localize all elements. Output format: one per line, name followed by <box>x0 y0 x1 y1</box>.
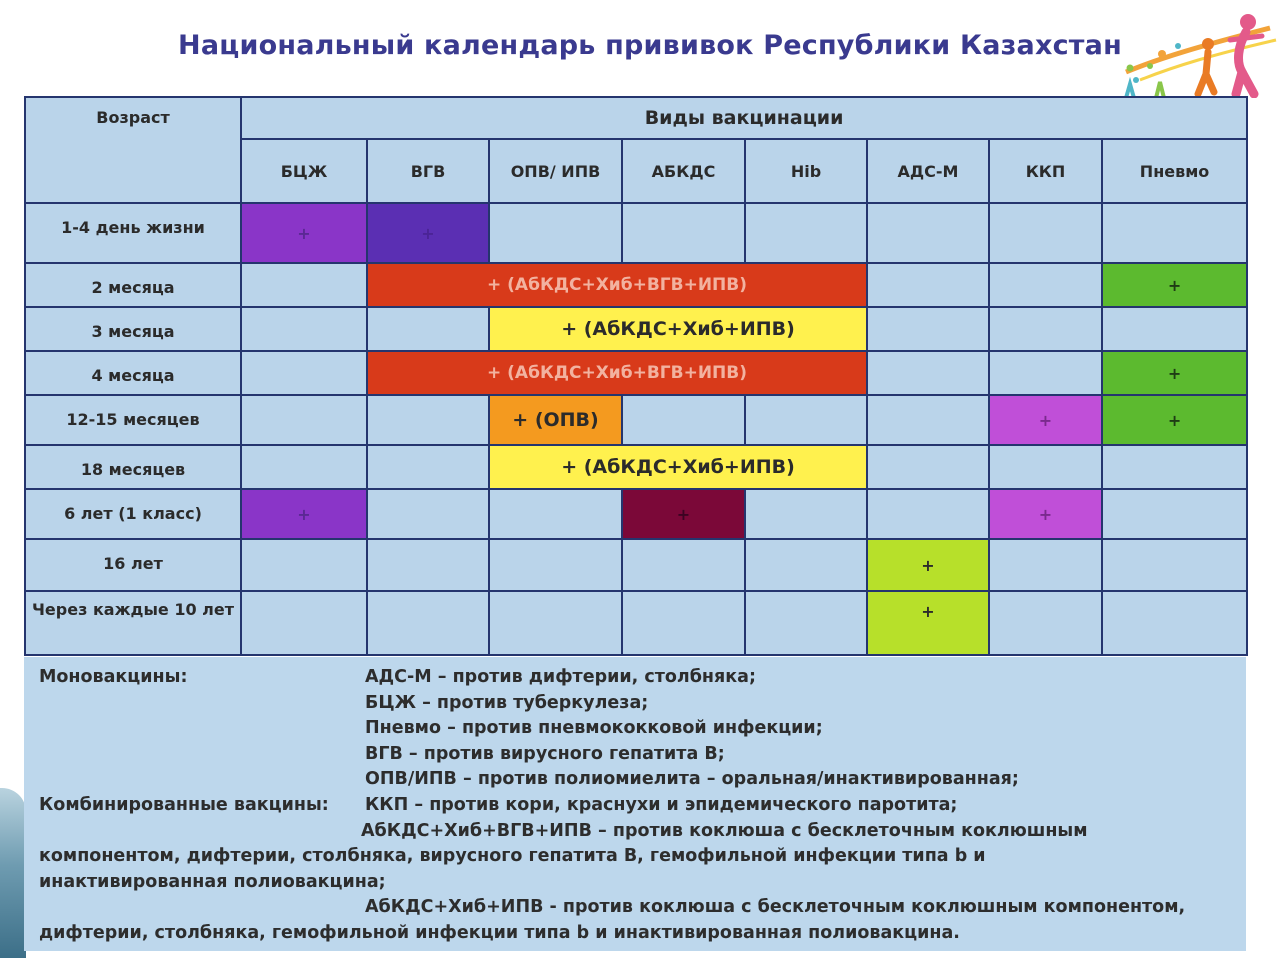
family-logo-icon <box>1120 6 1280 98</box>
empty-cell <box>367 395 489 445</box>
cell-combo-pentavalent: + (АбКДС+Хиб+ИПВ) <box>489 445 867 489</box>
empty-cell <box>622 203 745 263</box>
legend-item: АДС-М – против дифтерии, столбняка; <box>365 667 756 687</box>
legend-item: ВГВ – против вирусного гепатита В; <box>365 743 725 764</box>
age-cell: 2 месяца <box>25 263 241 307</box>
empty-cell <box>367 445 489 489</box>
column-header-pneumo: Пневмо <box>1102 139 1247 203</box>
empty-cell <box>989 203 1102 263</box>
cell-bcg: + <box>241 203 367 263</box>
empty-cell <box>622 395 745 445</box>
legend-item: БЦЖ – против туберкулеза; <box>365 692 649 713</box>
empty-cell <box>1102 489 1247 539</box>
age-cell: 4 месяца <box>25 351 241 395</box>
empty-cell <box>867 351 989 395</box>
empty-cell <box>867 395 989 445</box>
empty-cell <box>989 307 1102 351</box>
empty-cell <box>989 591 1102 655</box>
empty-cell <box>489 203 622 263</box>
cell-hbv: + <box>367 203 489 263</box>
table-row <box>25 203 1247 263</box>
cell-opv: + (ОПВ) <box>489 395 622 445</box>
empty-cell <box>367 539 489 591</box>
empty-cell <box>241 539 367 591</box>
empty-cell <box>241 307 367 351</box>
vaccine-legend-notes <box>24 657 1246 951</box>
empty-cell <box>745 395 867 445</box>
page-title: Национальный календарь прививок Республики Казахстан <box>178 30 1122 61</box>
legend-item: ОПВ/ИПВ – против полиомиелита – оральная/инактивированная; <box>365 769 1019 790</box>
empty-cell <box>622 539 745 591</box>
empty-cell <box>867 445 989 489</box>
table-row <box>25 395 1247 445</box>
column-header-kkp: ККП <box>989 139 1102 203</box>
cell-pneumo: + <box>1102 395 1247 445</box>
decorative-side-wave <box>0 788 26 958</box>
empty-cell <box>367 489 489 539</box>
empty-cell <box>745 539 867 591</box>
cell-pneumo: + <box>1102 351 1247 395</box>
age-cell: Через каждые 10 лет <box>25 591 241 655</box>
empty-cell <box>367 307 489 351</box>
empty-cell <box>622 591 745 655</box>
column-header-hbv: ВГВ <box>367 139 489 203</box>
column-header-hib: Hib <box>745 139 867 203</box>
empty-cell <box>241 591 367 655</box>
cell-combo-pentavalent: + (АбКДС+Хиб+ИПВ) <box>489 307 867 351</box>
cell-combo-hexavalent: + (АбКДС+Хиб+ВГВ+ИПВ) <box>367 263 867 307</box>
age-cell: 16 лет <box>25 539 241 591</box>
cell-ads-m: + <box>867 539 989 591</box>
empty-cell <box>989 263 1102 307</box>
vaccination-calendar-table <box>24 96 1248 656</box>
age-cell: 18 месяцев <box>25 445 241 489</box>
empty-cell <box>1102 307 1247 351</box>
empty-cell <box>1102 203 1247 263</box>
table-row <box>25 351 1247 395</box>
column-header-ads-m: АДС-М <box>867 139 989 203</box>
empty-cell <box>867 307 989 351</box>
cell-kkp: + <box>989 489 1102 539</box>
legend-item-continuation: компонентом, дифтерии, столбняка, вирусного гепатита В, гемофильной инфекции типа b и <box>39 846 986 867</box>
age-cell: 6 лет (1 класс) <box>25 489 241 539</box>
empty-cell <box>989 445 1102 489</box>
age-column-header: Возраст <box>25 97 241 203</box>
empty-cell <box>489 489 622 539</box>
empty-cell <box>745 591 867 655</box>
legend-item: Пневмо – против пневмококковой инфекции; <box>365 718 823 739</box>
cell-abkds: + <box>622 489 745 539</box>
legend-item-continuation: инактивированная полиовакцина; <box>39 871 386 892</box>
empty-cell <box>867 263 989 307</box>
table-row <box>25 307 1247 351</box>
cell-combo-hexavalent: + (АбКДС+Хиб+ВГВ+ИПВ) <box>367 351 867 395</box>
empty-cell <box>489 591 622 655</box>
column-header-bcg: БЦЖ <box>241 139 367 203</box>
empty-cell <box>989 539 1102 591</box>
empty-cell <box>989 351 1102 395</box>
empty-cell <box>241 351 367 395</box>
mono-vaccines-label: Моновакцины: <box>39 667 188 687</box>
empty-cell <box>241 395 367 445</box>
empty-cell <box>867 489 989 539</box>
age-cell: 3 месяца <box>25 307 241 351</box>
cell-pneumo: + <box>1102 263 1247 307</box>
cell-kkp: + <box>989 395 1102 445</box>
table-row <box>25 445 1247 489</box>
empty-cell <box>867 203 989 263</box>
legend-item-continuation: дифтерии, столбняка, гемофильной инфекции типа b и инактивированная полиовакцина. <box>39 922 960 943</box>
empty-cell <box>1102 445 1247 489</box>
column-header-abkds: АБКДС <box>622 139 745 203</box>
empty-cell <box>367 591 489 655</box>
empty-cell <box>241 263 367 307</box>
column-header-opv-ipv: ОПВ/ ИПВ <box>489 139 622 203</box>
table-row <box>25 539 1247 591</box>
empty-cell <box>1102 591 1247 655</box>
empty-cell <box>241 445 367 489</box>
empty-cell <box>745 489 867 539</box>
legend-item: АбКДС+Хиб+ВГВ+ИПВ – против коклюша с бесклеточным коклюшным <box>361 820 1088 841</box>
cell-ads-m: + <box>867 591 989 655</box>
empty-cell <box>1102 539 1247 591</box>
cell-bcg: + <box>241 489 367 539</box>
table-row <box>25 591 1247 655</box>
table-row <box>25 489 1247 539</box>
vaccination-kinds-header: Виды вакцинации <box>241 97 1247 139</box>
legend-item: ККП – против кори, краснухи и эпидемического паротита; <box>365 794 958 815</box>
age-cell: 1-4 день жизни <box>25 203 241 263</box>
age-cell: 12-15 месяцев <box>25 395 241 445</box>
combined-vaccines-label: Комбинированные вакцины: <box>39 794 329 815</box>
table-row <box>25 263 1247 307</box>
empty-cell <box>489 539 622 591</box>
legend-item: АбКДС+Хиб+ИПВ - против коклюша с бесклеточным коклюшным компонентом, <box>365 897 1186 918</box>
empty-cell <box>745 203 867 263</box>
